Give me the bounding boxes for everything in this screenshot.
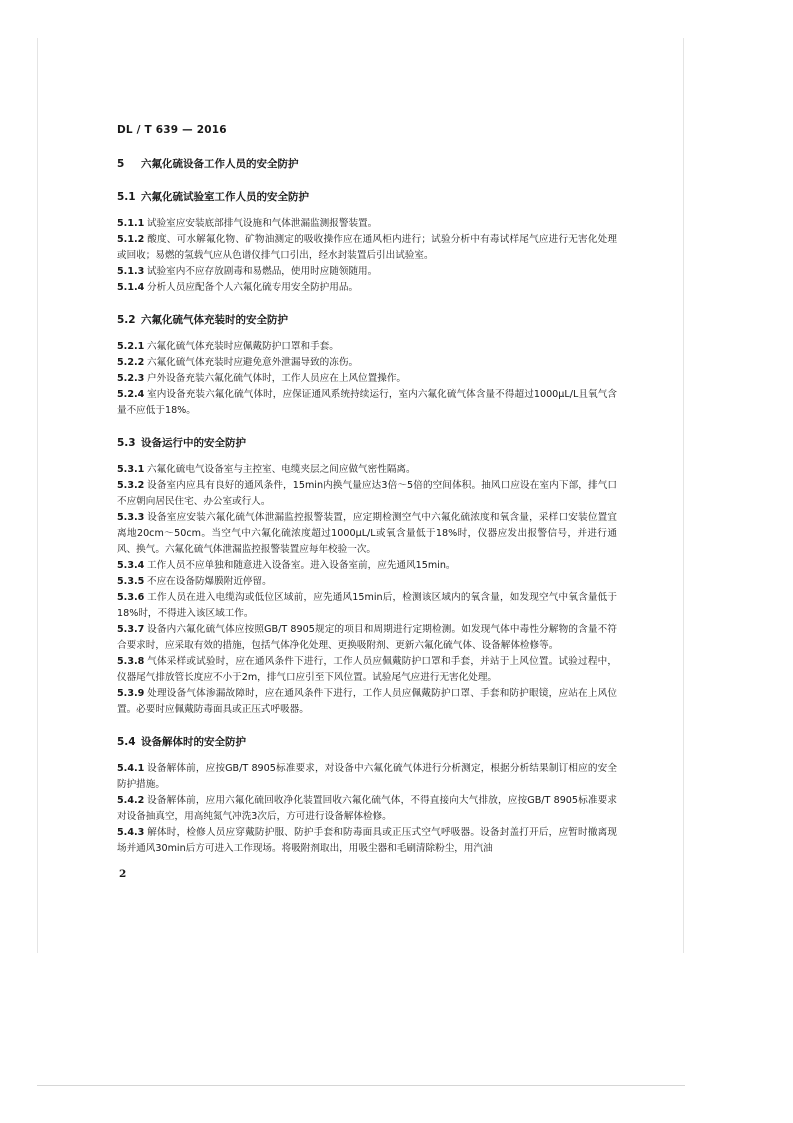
- clause-text: 分析人员应配备个人六氟化硫专用安全防护用品。: [147, 282, 359, 293]
- clause-number: 5.4.3: [117, 827, 145, 838]
- clause: [117, 686, 617, 718]
- clause-number: 5.1.2: [117, 234, 145, 245]
- scan-edge-left: [37, 38, 38, 953]
- section-number: 5.3: [117, 437, 136, 449]
- clause: [117, 574, 617, 590]
- clause-text: 六氟化硫气体充装时应避免意外泄漏导致的冻伤。: [147, 357, 359, 368]
- section-title: 设备解体时的安全防护: [141, 736, 246, 748]
- clause-text: 室内设备充装六氟化硫气体时，应保证通风系统持续运行，室内六氟化硫气体含量不得超过1000μL/L且氧气含量不应低于18%。: [117, 389, 617, 416]
- clause-number: 5.3.5: [117, 576, 145, 587]
- clause: [117, 793, 617, 825]
- clause-text: 不应在设备防爆膜附近停留。: [147, 576, 272, 587]
- section-number: 5.2: [117, 314, 136, 326]
- clause: [117, 761, 617, 793]
- clause-number: 5.2.4: [117, 389, 145, 400]
- clause: [117, 590, 617, 622]
- document-code: DL / T 639 — 2016: [117, 124, 227, 136]
- section-heading: [117, 312, 617, 327]
- clause-text: 设备内六氟化硫气体应按照GB/T 8905规定的项目和周期进行定期检测。如发现气体中毒性分解物的含量不符合要求时，应采取有效的措施，包括气体净化处理、更换吸附剂、更新六氟化硫气体、设备解体检修等。: [117, 624, 617, 651]
- clause: [117, 622, 617, 654]
- scan-edge-right: [683, 38, 684, 953]
- page-number: 2: [119, 868, 127, 880]
- clause-number: 5.4.1: [117, 763, 145, 774]
- clause-text: 酸度、可水解氟化物、矿物油测定的吸收操作应在通风柜内进行；试验分析中有毒试样尾气应进行无害化处理或回收；易燃的氢载气应从色谱仪排气口引出，经水封装置后引出试验室。: [117, 234, 617, 261]
- clause-number: 5.3.1: [117, 464, 145, 475]
- sections-container: [117, 189, 617, 857]
- clause-text: 解体时，检修人员应穿戴防护服、防护手套和防毒面具或正压式空气呼吸器。设备封盖打开后，应暂时撤离现场并通风30min后方可进入工作现场。将吸附剂取出，用吸尘器和毛刷清除粉尘，用汽油: [117, 827, 617, 854]
- section-title: 六氟化硫试验室工作人员的安全防护: [141, 191, 309, 203]
- clause-number: 5.2.2: [117, 357, 145, 368]
- clause-text: 工作人员在进入电缆沟或低位区域前，应先通风15min后，检测该区域内的氧含量，如发现空气中氧含量低于18%时，不得进入该区域工作。: [117, 592, 617, 619]
- clause: [117, 387, 617, 419]
- clause: [117, 462, 617, 478]
- clause: [117, 264, 617, 280]
- clause-number: 5.1.4: [117, 282, 145, 293]
- clause-text: 户外设备充装六氟化硫气体时，工作人员应在上风位置操作。: [147, 373, 407, 384]
- clause-text: 六氟化硫气体充装时应佩戴防护口罩和手套。: [147, 341, 339, 352]
- clause: [117, 355, 617, 371]
- clause: [117, 654, 617, 686]
- clause-text: 六氟化硫电气设备室与主控室、电缆夹层之间应做气密性隔离。: [147, 464, 416, 475]
- clause-number: 5.3.6: [117, 592, 145, 603]
- clause-number: 5.4.2: [117, 795, 145, 806]
- clause: [117, 478, 617, 510]
- clause: [117, 825, 617, 857]
- clause-number: 5.3.7: [117, 624, 145, 635]
- clause-number: 5.3.8: [117, 656, 145, 667]
- clause-text: 试验室应安装底部排气设施和气体泄漏监测报警装置。: [147, 218, 378, 229]
- clause: [117, 510, 617, 558]
- clause-text: 处理设备气体渗漏故障时，应在通风条件下进行，工作人员应佩戴防护口罩、手套和防护眼镜，应站在上风位置。必要时应佩戴防毒面具或正压式呼吸器。: [117, 688, 617, 715]
- clause-number: 5.1.3: [117, 266, 145, 277]
- clause: [117, 371, 617, 387]
- clause-text: 气体采样或试验时，应在通风条件下进行，工作人员应佩戴防护口罩和手套，并站于上风位置。试验过程中，仪器尾气排放管长度应不小于2m，排气口应引至下风位置。试验尾气应进行无害化处理。: [117, 656, 617, 683]
- document-page: [117, 124, 617, 857]
- chapter-heading: [117, 156, 617, 171]
- clause-text: 设备室内应具有良好的通风条件，15min内换气量应达3倍～5倍的空间体积。抽风口应设在室内下部，排气口不应朝向居民住宅、办公室或行人。: [117, 480, 617, 507]
- chapter-title: 六氟化硫设备工作人员的安全防护: [141, 158, 299, 170]
- clause-text: 设备解体前，应用六氟化硫回收净化装置回收六氟化硫气体，不得直接向大气排放，应按GB/T 8905标准要求对设备抽真空，用高纯氮气冲洗3次后，方可进行设备解体检修。: [117, 795, 617, 822]
- clause-text: 设备室应安装六氟化硫气体泄漏监控报警装置，应定期检测空气中六氟化硫浓度和氧含量，采样口安装位置宜离地20cm～50cm。当空气中六氟化硫浓度超过1000μL/L或氧含量低于18%时，仪器应发出报警信号，并进行通风、换气。六氟化硫气体泄漏监控报警装置应每年校验一次。: [117, 512, 617, 555]
- clause-number: 5.3.9: [117, 688, 145, 699]
- section-heading: [117, 435, 617, 450]
- clause: [117, 232, 617, 264]
- section-heading: [117, 189, 617, 204]
- section-heading: [117, 734, 617, 749]
- chapter-number: 5: [117, 158, 125, 170]
- clause-text: 设备解体前，应按GB/T 8905标准要求，对设备中六氟化硫气体进行分析测定，根据分析结果制订相应的安全防护措施。: [117, 763, 617, 790]
- clause-text: 工作人员不应单独和随意进入设备室。进入设备室前，应先通风15min。: [147, 560, 456, 571]
- section-number: 5.1: [117, 191, 136, 203]
- section-title: 六氟化硫气体充装时的安全防护: [141, 314, 288, 326]
- clause: [117, 216, 617, 232]
- clause-number: 5.3.4: [117, 560, 145, 571]
- clause-text: 试验室内不应存放剧毒和易燃品，使用时应随领随用。: [147, 266, 378, 277]
- clause-number: 5.1.1: [117, 218, 145, 229]
- section-title: 设备运行中的安全防护: [141, 437, 246, 449]
- section-number: 5.4: [117, 736, 136, 748]
- clause-number: 5.3.2: [117, 480, 145, 491]
- clause: [117, 280, 617, 296]
- bottom-rule: [37, 1085, 685, 1086]
- clause: [117, 339, 617, 355]
- clause-number: 5.2.3: [117, 373, 145, 384]
- clause-number: 5.3.3: [117, 512, 145, 523]
- clause: [117, 558, 617, 574]
- clause-number: 5.2.1: [117, 341, 145, 352]
